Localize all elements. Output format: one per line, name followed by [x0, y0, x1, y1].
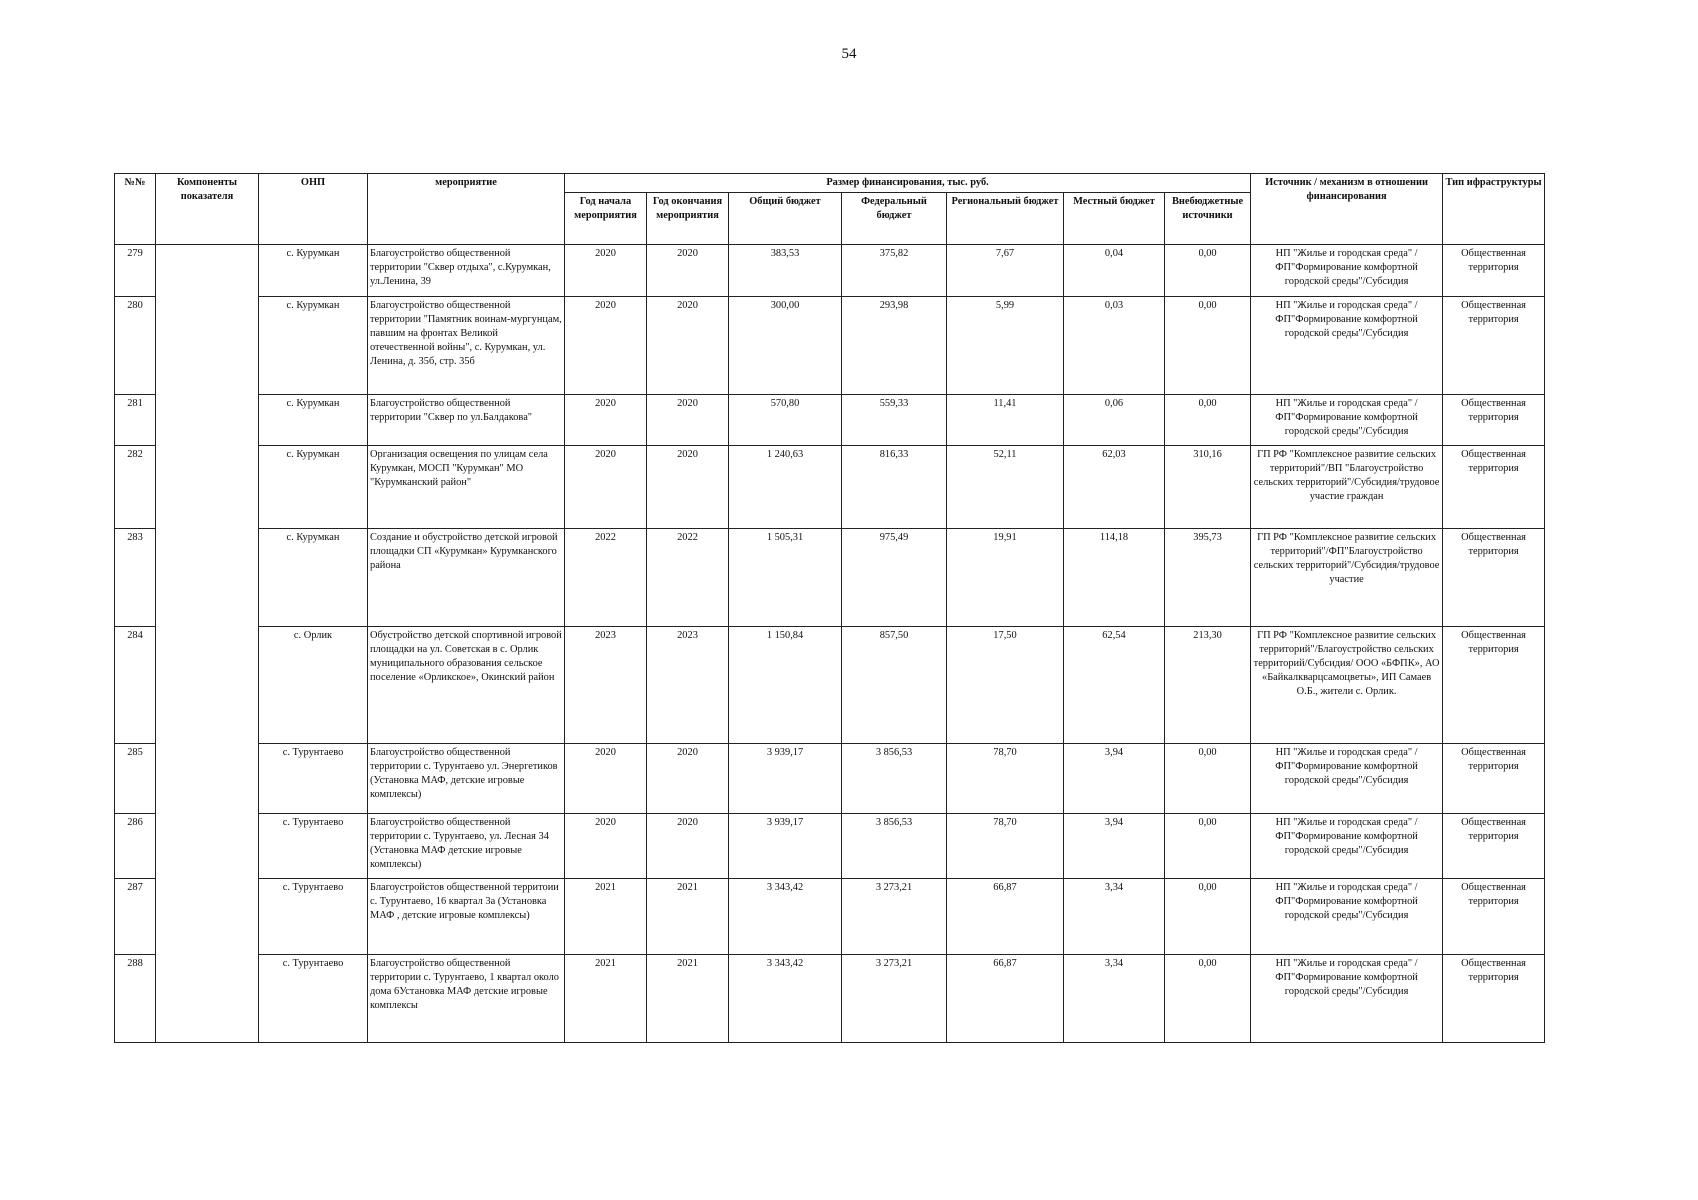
row-components [156, 395, 259, 446]
row-infra: Общественная территория [1443, 297, 1545, 395]
table-row [115, 879, 1545, 955]
row-source: ГП РФ "Комплексное развитие сельских территорий"/ФП"Благоустройство сельских территорий"/Субсидия/трудовое участие [1251, 529, 1443, 627]
row-activity: Благоустройство общественной территории "Памятник воинам-мургунцам, павшим на фронтах Великой отечественной войны", с. Курумкан, ул. Ленина, д. 35б, стр. 35б [368, 297, 565, 395]
row-year-start: 2021 [565, 955, 647, 1043]
row-num: 283 [115, 529, 156, 627]
row-extrabudget: 310,16 [1165, 446, 1251, 529]
row-source: НП "Жилье и городская среда" /ФП"Формирование комфортной городской среды"/Субсидия [1251, 297, 1443, 395]
row-local: 0,04 [1064, 245, 1165, 297]
row-extrabudget: 0,00 [1165, 744, 1251, 814]
row-regional: 66,87 [947, 879, 1064, 955]
page-number: 54 [841, 46, 857, 62]
row-onp: с. Курумкан [259, 529, 368, 627]
row-regional: 11,41 [947, 395, 1064, 446]
row-source: НП "Жилье и городская среда" /ФП"Формирование комфортной городской среды"/Субсидия [1251, 395, 1443, 446]
row-num: 282 [115, 446, 156, 529]
row-year-start: 2020 [565, 744, 647, 814]
row-source: ГП РФ "Комплексное развитие сельских территорий"/Благоустройство сельских территорий/Субсидия/ ООО «БФПК», АО «Байкалкварцсамоцветы», ИП Самаев О.Б., жители с. Орлик. [1251, 627, 1443, 744]
row-federal: 975,49 [842, 529, 947, 627]
header-financing-group: Размер финансирования, тыс. руб. [565, 174, 1251, 193]
row-onp: с. Турунтаево [259, 814, 368, 879]
row-regional: 19,91 [947, 529, 1064, 627]
table-row [115, 245, 1545, 297]
row-federal: 3 856,53 [842, 814, 947, 879]
row-source: НП "Жилье и городская среда" /ФП"Формирование комфортной городской среды"/Субсидия [1251, 814, 1443, 879]
row-source: НП "Жилье и городская среда" /ФП"Формирование комфортной городской среды"/Субсидия [1251, 245, 1443, 297]
header-infra: Тип ифраструктуры [1443, 174, 1545, 245]
row-regional: 52,11 [947, 446, 1064, 529]
row-infra: Общественная территория [1443, 627, 1545, 744]
row-infra: Общественная территория [1443, 245, 1545, 297]
row-components [156, 955, 259, 1043]
row-components [156, 627, 259, 744]
row-local: 3,34 [1064, 955, 1165, 1043]
row-total: 3 939,17 [729, 814, 842, 879]
header-federal: Федеральный бюджет [842, 193, 947, 245]
row-onp: с. Турунтаево [259, 744, 368, 814]
row-infra: Общественная территория [1443, 395, 1545, 446]
row-onp: с. Орлик [259, 627, 368, 744]
row-local: 0,03 [1064, 297, 1165, 395]
row-federal: 3 273,21 [842, 879, 947, 955]
row-year-start: 2020 [565, 395, 647, 446]
row-total: 3 343,42 [729, 955, 842, 1043]
row-num: 285 [115, 744, 156, 814]
row-num: 279 [115, 245, 156, 297]
row-year-end: 2021 [647, 879, 729, 955]
table-row [115, 627, 1545, 744]
row-onp: с. Курумкан [259, 446, 368, 529]
row-year-start: 2021 [565, 879, 647, 955]
header-onp: ОНП [259, 174, 368, 245]
row-infra: Общественная территория [1443, 744, 1545, 814]
row-year-start: 2022 [565, 529, 647, 627]
row-infra: Общественная территория [1443, 879, 1545, 955]
row-extrabudget: 0,00 [1165, 297, 1251, 395]
row-total: 3 343,42 [729, 879, 842, 955]
row-local: 62,03 [1064, 446, 1165, 529]
row-regional: 78,70 [947, 744, 1064, 814]
row-components [156, 814, 259, 879]
row-extrabudget: 0,00 [1165, 395, 1251, 446]
row-total: 1 150,84 [729, 627, 842, 744]
row-year-start: 2020 [565, 297, 647, 395]
row-total: 1 505,31 [729, 529, 842, 627]
header-regional: Региональный бюджет [947, 193, 1064, 245]
row-year-start: 2020 [565, 446, 647, 529]
row-components [156, 297, 259, 395]
row-federal: 3 856,53 [842, 744, 947, 814]
row-components [156, 744, 259, 814]
row-federal: 293,98 [842, 297, 947, 395]
row-year-end: 2023 [647, 627, 729, 744]
row-regional: 7,67 [947, 245, 1064, 297]
row-source: НП "Жилье и городская среда" /ФП"Формирование комфортной городской среды"/Субсидия [1251, 879, 1443, 955]
row-local: 3,34 [1064, 879, 1165, 955]
row-source: ГП РФ "Комплексное развитие сельских территорий"/ВП "Благоустройство сельских территорий"/Субсидия/трудовое участие граждан [1251, 446, 1443, 529]
header-activity: мероприятие [368, 174, 565, 245]
row-components [156, 245, 259, 297]
row-onp: с. Турунтаево [259, 955, 368, 1043]
table-row [115, 814, 1545, 879]
row-num: 284 [115, 627, 156, 744]
table-row [115, 529, 1545, 627]
row-federal: 3 273,21 [842, 955, 947, 1043]
row-activity: Благоустройство общественной территории с. Турунтаево ул. Энергетиков (Установка МАФ, детские игровые комплексы) [368, 744, 565, 814]
row-onp: с. Курумкан [259, 297, 368, 395]
row-extrabudget: 0,00 [1165, 814, 1251, 879]
row-regional: 17,50 [947, 627, 1064, 744]
row-year-end: 2021 [647, 955, 729, 1043]
row-federal: 857,50 [842, 627, 947, 744]
row-local: 114,18 [1064, 529, 1165, 627]
header-source: Источник / механизм в отношении финансирования [1251, 174, 1443, 245]
table-row [115, 446, 1545, 529]
row-regional: 5,99 [947, 297, 1064, 395]
row-local: 0,06 [1064, 395, 1165, 446]
table-body [115, 245, 1545, 1043]
row-num: 288 [115, 955, 156, 1043]
row-total: 383,53 [729, 245, 842, 297]
header-year-end: Год окончания мероприятия [647, 193, 729, 245]
header-total: Общий бюджет [729, 193, 842, 245]
row-activity: Обустройство детской спортивной игровой площадки на ул. Советская в с. Орлик муниципального образования сельское поселение «Орликское», Окинский район [368, 627, 565, 744]
row-infra: Общественная территория [1443, 529, 1545, 627]
row-federal: 375,82 [842, 245, 947, 297]
row-year-end: 2020 [647, 297, 729, 395]
row-extrabudget: 213,30 [1165, 627, 1251, 744]
row-regional: 66,87 [947, 955, 1064, 1043]
row-num: 280 [115, 297, 156, 395]
row-total: 300,00 [729, 297, 842, 395]
row-activity: Организация освещения по улицам села Курумкан, МОСП "Курумкан" МО "Курумканский район" [368, 446, 565, 529]
row-activity: Благоустройство общественной территории с. Турунтаево, 1 квартал около дома 6Установка МАФ детские игровые комплексы [368, 955, 565, 1043]
row-activity: Благоустройство общественной территории с. Турунтаево, ул. Лесная 34 (Установка МАФ детские игровые комплексы) [368, 814, 565, 879]
row-year-start: 2023 [565, 627, 647, 744]
row-num: 281 [115, 395, 156, 446]
financing-table [114, 173, 1545, 1043]
row-total: 3 939,17 [729, 744, 842, 814]
row-year-end: 2020 [647, 814, 729, 879]
row-source: НП "Жилье и городская среда" /ФП"Формирование комфортной городской среды"/Субсидия [1251, 744, 1443, 814]
row-extrabudget: 0,00 [1165, 245, 1251, 297]
row-activity: Создание и обустройство детской игровой площадки СП «Курумкан» Курумканского района [368, 529, 565, 627]
row-onp: с. Турунтаево [259, 879, 368, 955]
row-infra: Общественная территория [1443, 814, 1545, 879]
row-source: НП "Жилье и городская среда" /ФП"Формирование комфортной городской среды"/Субсидия [1251, 955, 1443, 1043]
row-onp: с. Курумкан [259, 395, 368, 446]
table-row [115, 744, 1545, 814]
row-extrabudget: 0,00 [1165, 955, 1251, 1043]
row-activity: Благоустройство общественной территории "Сквер отдыха", с.Курумкан, ул.Ленина, 39 [368, 245, 565, 297]
header-components: Компоненты показателя [156, 174, 259, 245]
row-activity: Благоустройстов общественной территоии с. Турунтаево, 16 квартал 3а (Установка МАФ , детские игровые комплексы) [368, 879, 565, 955]
row-extrabudget: 0,00 [1165, 879, 1251, 955]
row-total: 570,80 [729, 395, 842, 446]
row-year-start: 2020 [565, 245, 647, 297]
row-components [156, 446, 259, 529]
table-row [115, 395, 1545, 446]
row-year-end: 2020 [647, 744, 729, 814]
header-local: Местный бюджет [1064, 193, 1165, 245]
header-extrabudget: Внебюджетные источники [1165, 193, 1251, 245]
row-local: 3,94 [1064, 814, 1165, 879]
row-year-end: 2020 [647, 245, 729, 297]
row-year-end: 2020 [647, 395, 729, 446]
row-onp: с. Курумкан [259, 245, 368, 297]
row-federal: 816,33 [842, 446, 947, 529]
header-num: №№ [115, 174, 156, 245]
row-infra: Общественная территория [1443, 955, 1545, 1043]
row-total: 1 240,63 [729, 446, 842, 529]
row-regional: 78,70 [947, 814, 1064, 879]
table-row [115, 297, 1545, 395]
row-components [156, 879, 259, 955]
row-year-start: 2020 [565, 814, 647, 879]
row-extrabudget: 395,73 [1165, 529, 1251, 627]
row-activity: Благоустройство общественной территории "Сквер по ул.Балдакова" [368, 395, 565, 446]
row-local: 62,54 [1064, 627, 1165, 744]
row-infra: Общественная территория [1443, 446, 1545, 529]
row-num: 286 [115, 814, 156, 879]
row-year-end: 2022 [647, 529, 729, 627]
row-components [156, 529, 259, 627]
row-federal: 559,33 [842, 395, 947, 446]
row-local: 3,94 [1064, 744, 1165, 814]
table-row [115, 955, 1545, 1043]
header-year-start: Год начала мероприятия [565, 193, 647, 245]
row-num: 287 [115, 879, 156, 955]
row-year-end: 2020 [647, 446, 729, 529]
